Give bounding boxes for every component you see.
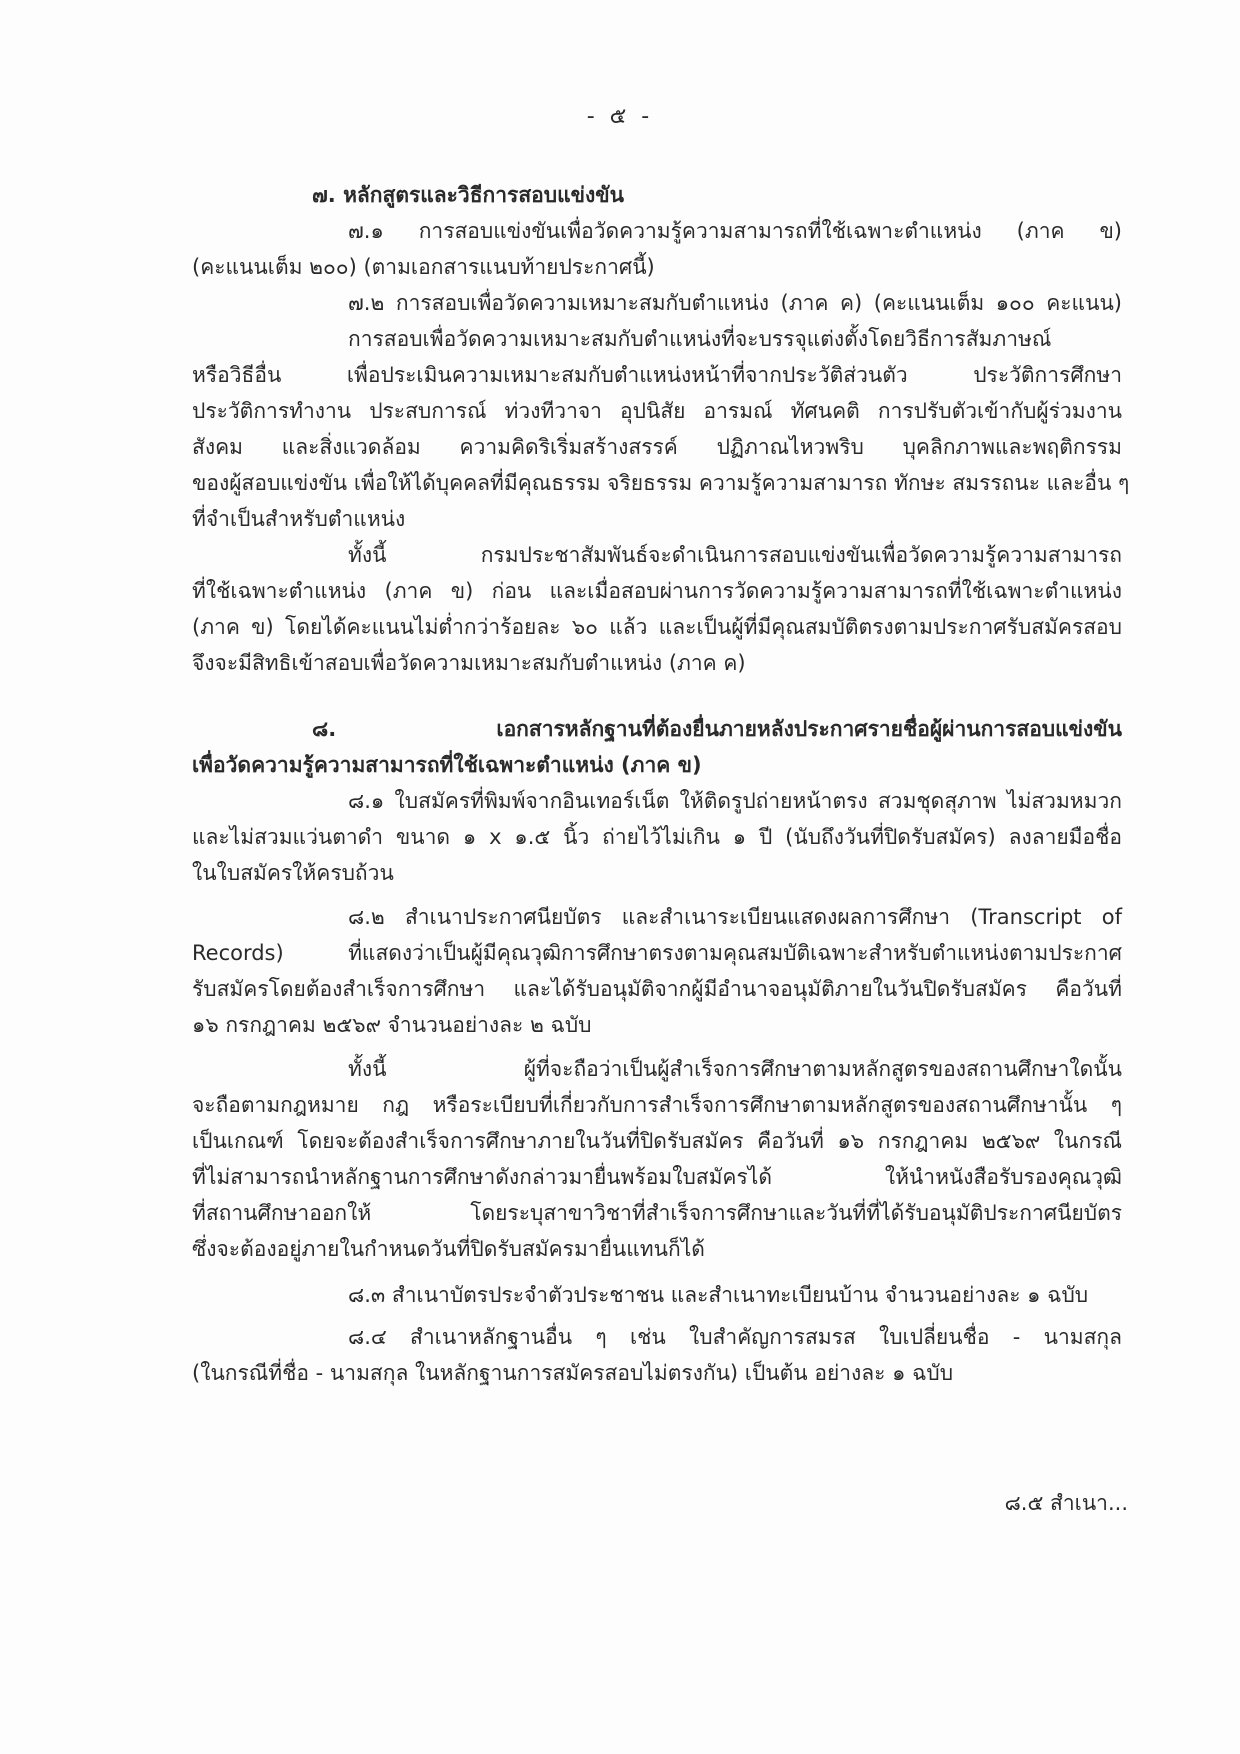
paragraph-8-2b-line-4: ที่ไม่สามารถนำหลักฐานการศึกษาดังกล่าวมายื่นพร้อมใบสมัครได้ ให้นำหนังสือรับรองคุณวุฒิ: [192, 1165, 1122, 1189]
paragraph-7-2-line-6: ของผู้สอบแข่งขัน เพื่อให้ได้บุคคลที่มีคุณธรรม จริยธรรม ความรู้ความสามารถ ทักษะ สมรรถนะ และอื่น ๆ: [192, 471, 1130, 495]
paragraph-7-3-line-2: ที่ใช้เฉพาะตำแหน่ง (ภาค ข) ก่อน และเมื่อสอบผ่านการวัดความรู้ความสามารถที่ใช้เฉพาะตำแหน่ง: [192, 579, 1122, 603]
paragraph-7-2-line-7: ที่จำเป็นสำหรับตำแหน่ง: [192, 507, 406, 531]
page-number: - ๕ -: [586, 104, 654, 129]
paragraph-8-1-line-2: และไม่สวมแว่นตาดำ ขนาด ๑ x ๑.๕ นิ้ว ถ่ายไว้ไม่เกิน ๑ ปี (นับถึงวันที่ปิดรับสมัคร) ลงลายมือชื่อ: [192, 825, 1122, 849]
paragraph-8-2b-line-6: ซึ่งจะต้องอยู่ภายในกำหนดวันที่ปิดรับสมัครมายื่นแทนก็ได้: [192, 1237, 705, 1261]
paragraph-7-1-line-1: ๗.๑ การสอบแข่งขันเพื่อวัดความรู้ความสามารถที่ใช้เฉพาะตำแหน่ง (ภาค ข): [348, 219, 1122, 243]
paragraph-7-3-line-4: จึงจะมีสิทธิเข้าสอบเพื่อวัดความเหมาะสมกับตำแหน่ง (ภาค ค): [192, 651, 746, 675]
paragraph-8-4-line-2: (ในกรณีที่ชื่อ - นามสกุล ในหลักฐานการสมัครสอบไม่ตรงกัน) เป็นต้น อย่างละ ๑ ฉบับ: [192, 1361, 954, 1385]
section-8-heading-line-1: ๘. เอกสารหลักฐานที่ต้องยื่นภายหลังประกาศรายชื่อผู้ผ่านการสอบแข่งขัน: [312, 717, 1122, 741]
section-7-heading: ๗. หลักสูตรและวิธีการสอบแข่งขัน: [312, 183, 624, 207]
paragraph-8-4-line-1: ๘.๔ สำเนาหลักฐานอื่น ๆ เช่น ใบสำคัญการสมรส ใบเปลี่ยนชื่อ - นามสกุล: [348, 1325, 1122, 1349]
paragraph-7-2-line-2: การสอบเพื่อวัดความเหมาะสมกับตำแหน่งที่จะบรรจุแต่งตั้งโดยวิธีการสัมภาษณ์: [348, 327, 1052, 351]
paragraph-8-2b-line-3: เป็นเกณฑ์ โดยจะต้องสำเร็จการศึกษาภายในวันที่ปิดรับสมัคร คือวันที่ ๑๖ กรกฎาคม ๒๕๖๙ ในกรณี: [192, 1129, 1122, 1153]
paragraph-7-2-line-4: ประวัติการทำงาน ประสบการณ์ ท่วงทีวาจา อุปนิสัย อารมณ์ ทัศนคติ การปรับตัวเข้ากับผู้ร่วมงาน: [192, 399, 1122, 423]
paragraph-7-2-line-3: หรือวิธีอื่น เพื่อประเมินความเหมาะสมกับตำแหน่งหน้าที่จากประวัติส่วนตัว ประวัติการศึกษา: [192, 363, 1122, 387]
paragraph-8-1-line-3: ในใบสมัครให้ครบถ้วน: [192, 861, 394, 885]
paragraph-8-2b-line-2: จะถือตามกฎหมาย กฎ หรือระเบียบที่เกี่ยวกับการสำเร็จการศึกษาตามหลักสูตรของสถานศึกษานั้น ๆ: [192, 1093, 1122, 1117]
paragraph-8-2b-line-1: ทั้งนี้ ผู้ที่จะถือว่าเป็นผู้สำเร็จการศึกษาตามหลักสูตรของสถานศึกษาใดนั้น: [348, 1057, 1122, 1081]
paragraph-8-2-line-3: รับสมัครโดยต้องสำเร็จการศึกษา และได้รับอนุมัติจากผู้มีอำนาจอนุมัติภายในวันปิดรับสมัคร คือวันที่: [192, 977, 1122, 1001]
section-8-heading-line-2: เพื่อวัดความรู้ความสามารถที่ใช้เฉพาะตำแหน่ง (ภาค ข): [192, 753, 702, 777]
paragraph-8-1-line-1: ๘.๑ ใบสมัครที่พิมพ์จากอินเทอร์เน็ต ให้ติดรูปถ่ายหน้าตรง สวมชุดสุภาพ ไม่สวมหมวก: [348, 789, 1122, 813]
paragraph-8-2b-line-5: ที่สถานศึกษาออกให้ โดยระบุสาขาวิชาที่สำเร็จการศึกษาและวันที่ที่ได้รับอนุมัติประกาศนียบัตร: [192, 1201, 1122, 1225]
continuation-marker: ๘.๕ สำเนา...: [1004, 1491, 1128, 1515]
paragraph-8-2-line-4: ๑๖ กรกฎาคม ๒๕๖๙ จำนวนอย่างละ ๒ ฉบับ: [192, 1013, 592, 1037]
paragraph-8-2-line-2: Records) ที่แสดงว่าเป็นผู้มีคุณวุฒิการศึกษาตรงตามคุณสมบัติเฉพาะสำหรับตำแหน่งตามประกาศ: [192, 941, 1122, 965]
paragraph-7-2-line-5: สังคม และสิ่งแวดล้อม ความคิดริเริ่มสร้างสรรค์ ปฏิภาณไหวพริบ บุคลิกภาพและพฤติกรรม: [192, 435, 1122, 459]
paragraph-7-1-line-2: (คะแนนเต็ม ๒๐๐) (ตามเอกสารแนบท้ายประกาศนี้): [192, 255, 655, 279]
paragraph-8-3: ๘.๓ สำเนาบัตรประจำตัวประชาชน และสำเนาทะเบียนบ้าน จำนวนอย่างละ ๑ ฉบับ: [348, 1283, 1089, 1307]
paragraph-8-2-line-1: ๘.๒ สำเนาประกาศนียบัตร และสำเนาระเบียนแสดงผลการศึกษา (Transcript of: [348, 905, 1122, 929]
paragraph-7-2-line-1: ๗.๒ การสอบเพื่อวัดความเหมาะสมกับตำแหน่ง (ภาค ค) (คะแนนเต็ม ๑๐๐ คะแนน): [348, 291, 1122, 315]
paragraph-7-3-line-1: ทั้งนี้ กรมประชาสัมพันธ์จะดำเนินการสอบแข่งขันเพื่อวัดความรู้ความสามารถ: [348, 543, 1122, 567]
paragraph-7-3-line-3: (ภาค ข) โดยได้คะแนนไม่ต่ำกว่าร้อยละ ๖๐ แล้ว และเป็นผู้ที่มีคุณสมบัติตรงตามประกาศรับสมัครสอบ: [192, 615, 1122, 639]
